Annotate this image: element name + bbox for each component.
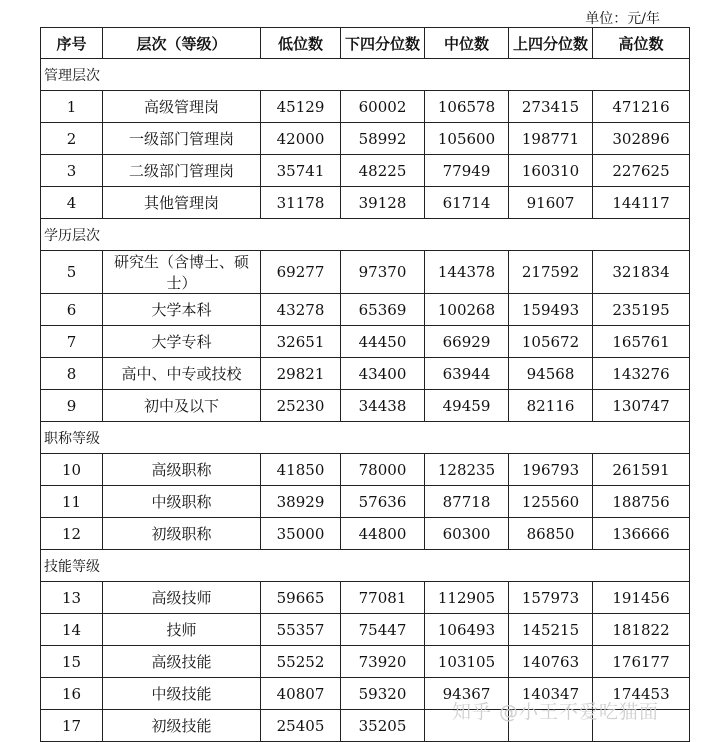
cell-high: 165761: [593, 326, 690, 358]
cell-low: 45129: [261, 91, 341, 123]
header-median: 中位数: [425, 28, 509, 59]
cell-level: 一级部门管理岗: [103, 123, 261, 155]
cell-upper-quartile: 196793: [509, 454, 593, 486]
cell-level: 高级职称: [103, 454, 261, 486]
cell-low: 59665: [261, 582, 341, 614]
cell-median: 100268: [425, 294, 509, 326]
cell-lower-quartile: 48225: [341, 155, 425, 187]
cell-level: 大学本科: [103, 294, 261, 326]
cell-index: 17: [41, 710, 103, 742]
table-row: [41, 251, 690, 294]
header-upper-quartile: 上四分位数: [509, 28, 593, 59]
cell-lower-quartile: 35205: [341, 710, 425, 742]
cell-index: 16: [41, 678, 103, 710]
cell-median: 87718: [425, 486, 509, 518]
cell-index: 6: [41, 294, 103, 326]
cell-lower-quartile: 44450: [341, 326, 425, 358]
cell-median: 105600: [425, 123, 509, 155]
cell-index: 12: [41, 518, 103, 550]
cell-index: 14: [41, 614, 103, 646]
cell-lower-quartile: 34438: [341, 390, 425, 422]
cell-median: 103105: [425, 646, 509, 678]
table-row: [41, 326, 690, 358]
cell-level: 高中、中专或技校: [103, 358, 261, 390]
header-high: 高位数: [593, 28, 690, 59]
table-row: [41, 646, 690, 678]
section-title: 学历层次: [41, 219, 690, 251]
cell-median: 128235: [425, 454, 509, 486]
cell-high: 235195: [593, 294, 690, 326]
table-row: [41, 486, 690, 518]
table-row: [41, 582, 690, 614]
cell-high: 471216: [593, 91, 690, 123]
cell-index: 15: [41, 646, 103, 678]
cell-high: 176177: [593, 646, 690, 678]
section-title: 技能等级: [41, 550, 690, 582]
cell-index: 2: [41, 123, 103, 155]
cell-median: 61714: [425, 187, 509, 219]
cell-upper-quartile: 86850: [509, 518, 593, 550]
section-row: [41, 422, 690, 454]
header-level: 层次（等级）: [103, 28, 261, 59]
cell-high: 130747: [593, 390, 690, 422]
table-row: [41, 614, 690, 646]
cell-level: 初级技能: [103, 710, 261, 742]
cell-median: 144378: [425, 251, 509, 294]
cell-level: 高级技能: [103, 646, 261, 678]
cell-upper-quartile: 105672: [509, 326, 593, 358]
cell-lower-quartile: 44800: [341, 518, 425, 550]
cell-low: 40807: [261, 678, 341, 710]
cell-low: 29821: [261, 358, 341, 390]
cell-index: 7: [41, 326, 103, 358]
cell-median: 66929: [425, 326, 509, 358]
cell-lower-quartile: 77081: [341, 582, 425, 614]
cell-high: 191456: [593, 582, 690, 614]
cell-lower-quartile: 58992: [341, 123, 425, 155]
section-title: 职称等级: [41, 422, 690, 454]
cell-lower-quartile: 78000: [341, 454, 425, 486]
cell-index: 10: [41, 454, 103, 486]
cell-median: 49459: [425, 390, 509, 422]
section-row: [41, 219, 690, 251]
cell-index: 5: [41, 251, 103, 294]
cell-median: 63944: [425, 358, 509, 390]
salary-table: [40, 27, 690, 742]
cell-low: 55357: [261, 614, 341, 646]
cell-median: 60300: [425, 518, 509, 550]
table-row: [41, 91, 690, 123]
header-row: [41, 28, 690, 59]
cell-upper-quartile: 82116: [509, 390, 593, 422]
cell-lower-quartile: 43400: [341, 358, 425, 390]
cell-index: 3: [41, 155, 103, 187]
cell-high: 181822: [593, 614, 690, 646]
cell-median: 106578: [425, 91, 509, 123]
cell-low: 43278: [261, 294, 341, 326]
cell-high: 261591: [593, 454, 690, 486]
section-title: 管理层次: [41, 59, 690, 91]
cell-upper-quartile: 140347: [509, 678, 593, 710]
table-row: [41, 187, 690, 219]
table-row: [41, 358, 690, 390]
table-body: [41, 59, 690, 742]
cell-upper-quartile: 273415: [509, 91, 593, 123]
cell-upper-quartile: 217592: [509, 251, 593, 294]
cell-level: 二级部门管理岗: [103, 155, 261, 187]
cell-low: 31178: [261, 187, 341, 219]
cell-high: 321834: [593, 251, 690, 294]
cell-index: 1: [41, 91, 103, 123]
cell-upper-quartile: 94568: [509, 358, 593, 390]
cell-index: 13: [41, 582, 103, 614]
cell-high: 227625: [593, 155, 690, 187]
cell-upper-quartile: 198771: [509, 123, 593, 155]
cell-low: 38929: [261, 486, 341, 518]
cell-low: 69277: [261, 251, 341, 294]
cell-high: 136666: [593, 518, 690, 550]
cell-level: 高级管理岗: [103, 91, 261, 123]
cell-upper-quartile: 157973: [509, 582, 593, 614]
cell-lower-quartile: 59320: [341, 678, 425, 710]
cell-low: 25405: [261, 710, 341, 742]
cell-level: 高级技师: [103, 582, 261, 614]
cell-level: 初级职称: [103, 518, 261, 550]
cell-lower-quartile: 39128: [341, 187, 425, 219]
cell-lower-quartile: 75447: [341, 614, 425, 646]
cell-index: 9: [41, 390, 103, 422]
cell-index: 8: [41, 358, 103, 390]
cell-median: 106493: [425, 614, 509, 646]
table-row: [41, 294, 690, 326]
cell-lower-quartile: 73920: [341, 646, 425, 678]
table-row: [41, 454, 690, 486]
cell-level: 初中及以下: [103, 390, 261, 422]
cell-low: 25230: [261, 390, 341, 422]
cell-upper-quartile: 145215: [509, 614, 593, 646]
cell-low: 35000: [261, 518, 341, 550]
cell-upper-quartile: 125560: [509, 486, 593, 518]
cell-low: 55252: [261, 646, 341, 678]
cell-lower-quartile: 97370: [341, 251, 425, 294]
cell-lower-quartile: 60002: [341, 91, 425, 123]
cell-median: 94367: [425, 678, 509, 710]
cell-upper-quartile: 160310: [509, 155, 593, 187]
cell-low: 32651: [261, 326, 341, 358]
table-row: [41, 390, 690, 422]
cell-median: 112905: [425, 582, 509, 614]
header-low: 低位数: [261, 28, 341, 59]
cell-upper-quartile: 140763: [509, 646, 593, 678]
cell-level: 其他管理岗: [103, 187, 261, 219]
cell-index: 4: [41, 187, 103, 219]
table-row: [41, 518, 690, 550]
cell-level: 研究生（含博士、硕士）: [103, 251, 261, 294]
cell-index: 11: [41, 486, 103, 518]
cell-level: 大学专科: [103, 326, 261, 358]
cell-low: 42000: [261, 123, 341, 155]
cell-high: 143276: [593, 358, 690, 390]
cell-lower-quartile: 57636: [341, 486, 425, 518]
cell-level: 中级技能: [103, 678, 261, 710]
section-row: [41, 59, 690, 91]
cell-low: 41850: [261, 454, 341, 486]
table-row: [41, 123, 690, 155]
watermark: 知乎 @小王不爱吃猫面: [452, 701, 660, 723]
section-row: [41, 550, 690, 582]
unit-label: 单位：元/年: [585, 11, 660, 27]
cell-upper-quartile: 159493: [509, 294, 593, 326]
cell-high: 302896: [593, 123, 690, 155]
cell-high: 174453: [593, 678, 690, 710]
cell-median: 77949: [425, 155, 509, 187]
cell-lower-quartile: 65369: [341, 294, 425, 326]
cell-high: 144117: [593, 187, 690, 219]
cell-level: 技师: [103, 614, 261, 646]
cell-low: 35741: [261, 155, 341, 187]
header-index: 序号: [41, 28, 103, 59]
header-lower-quartile: 下四分位数: [341, 28, 425, 59]
table-row: [41, 155, 690, 187]
cell-high: 188756: [593, 486, 690, 518]
cell-upper-quartile: 91607: [509, 187, 593, 219]
cell-level: 中级职称: [103, 486, 261, 518]
